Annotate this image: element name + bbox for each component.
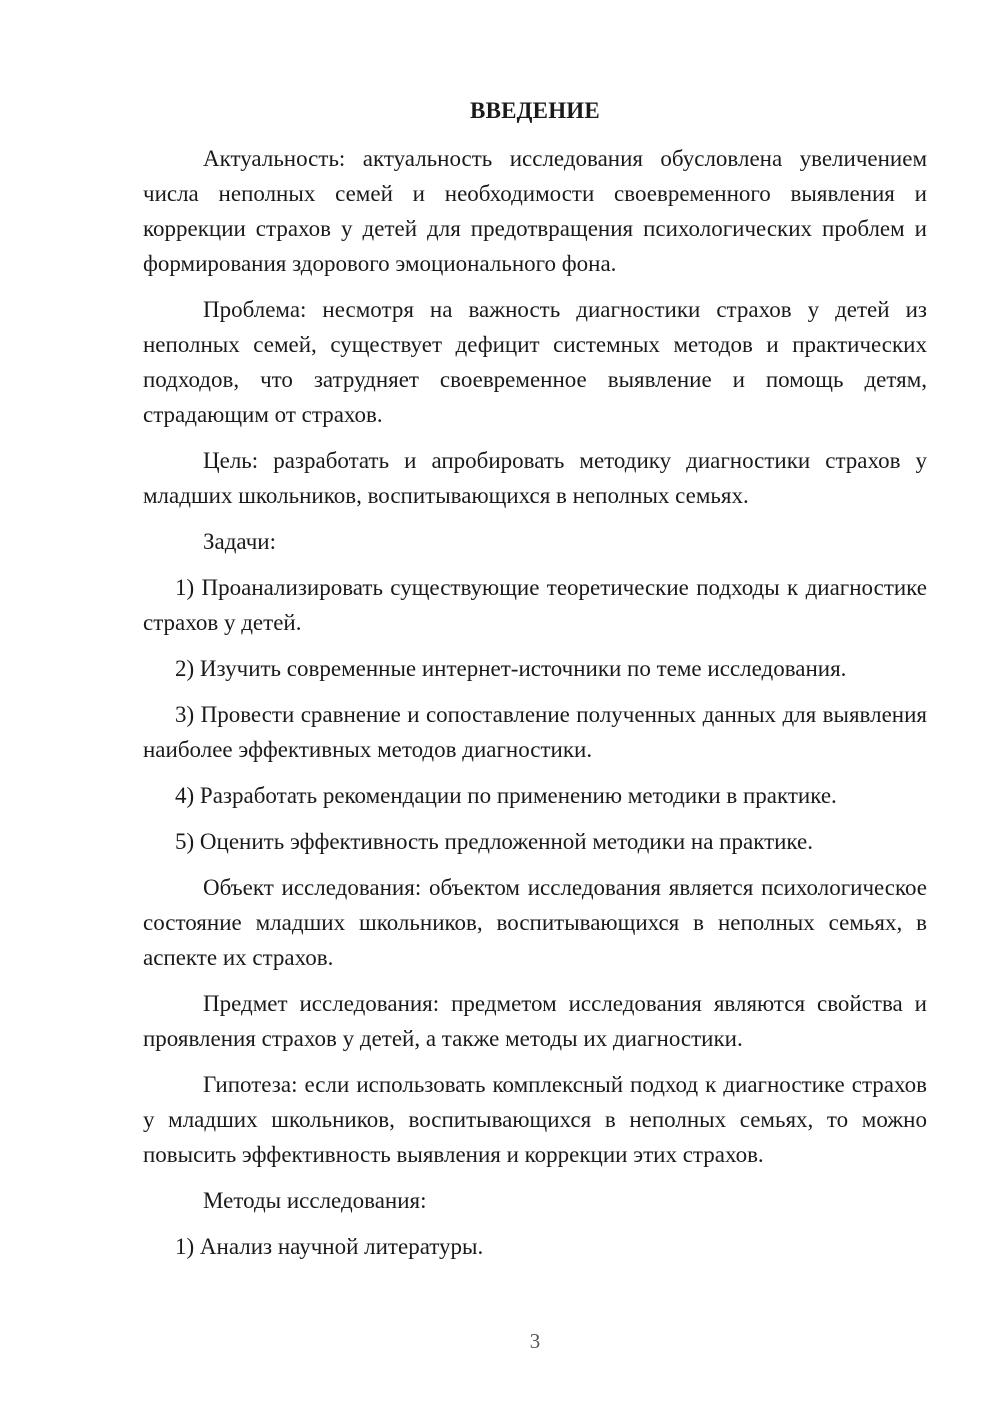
task-item-4: 4) Разработать рекомендации по применению методики в практике. (175, 783, 837, 808)
task-item-2: 2) Изучить современные интернет-источники по теме исследования. (175, 656, 847, 681)
paragraph-relevance: Актуальность: актуальность исследования обусловлена увеличением числа неполных семей и необходимости своевременного выявления и коррекции страхов у детей для предотвращения психологических проблем и формирования здорового эмоционального фона. (143, 146, 927, 276)
paragraph-hypothesis: Гипотеза: если использовать комплексный подход к диагностике страхов у младших школьников, воспитывающихся в неполных семьях, то можно повысить эффективность выявления и коррекции этих страхов. (143, 1072, 927, 1167)
page-title: ВВЕДЕНИЕ (470, 98, 600, 123)
task-item-3: 3) Провести сравнение и сопоставление полученных данных для выявления наиболее эффективных методов диагностики. (143, 702, 927, 762)
method-item-1: 1) Анализ научной литературы. (175, 1234, 484, 1259)
paragraph-tasks-heading: Задачи: (203, 529, 276, 554)
paragraph-object: Объект исследования: объектом исследования является психологическое состояние младших школьников, воспитывающихся в неполных семьях, в аспекте их страхов. (143, 875, 927, 970)
document-body (143, 141, 927, 1275)
task-item-5: 5) Оценить эффективность предложенной методики на практике. (175, 829, 813, 854)
paragraph-subject: Предмет исследования: предметом исследования являются свойства и проявления страхов у детей, а также методы их диагностики. (143, 991, 927, 1051)
task-item-1: 1) Проанализировать существующие теоретические подходы к диагностике страхов у детей. (143, 575, 927, 635)
paragraph-problem: Проблема: несмотря на важность диагностики страхов у детей из неполных семей, существует дефицит системных методов и практических подходов, что затрудняет своевременное выявление и помощь детям, страдающим от страхов. (143, 297, 927, 427)
paragraph-goal: Цель: разработать и апробировать методику диагностики страхов у младших школьников, воспитывающихся в неполных семьях. (143, 448, 927, 508)
paragraph-methods-heading: Методы исследования: (203, 1188, 427, 1213)
page-number: 3 (529, 1329, 541, 1353)
